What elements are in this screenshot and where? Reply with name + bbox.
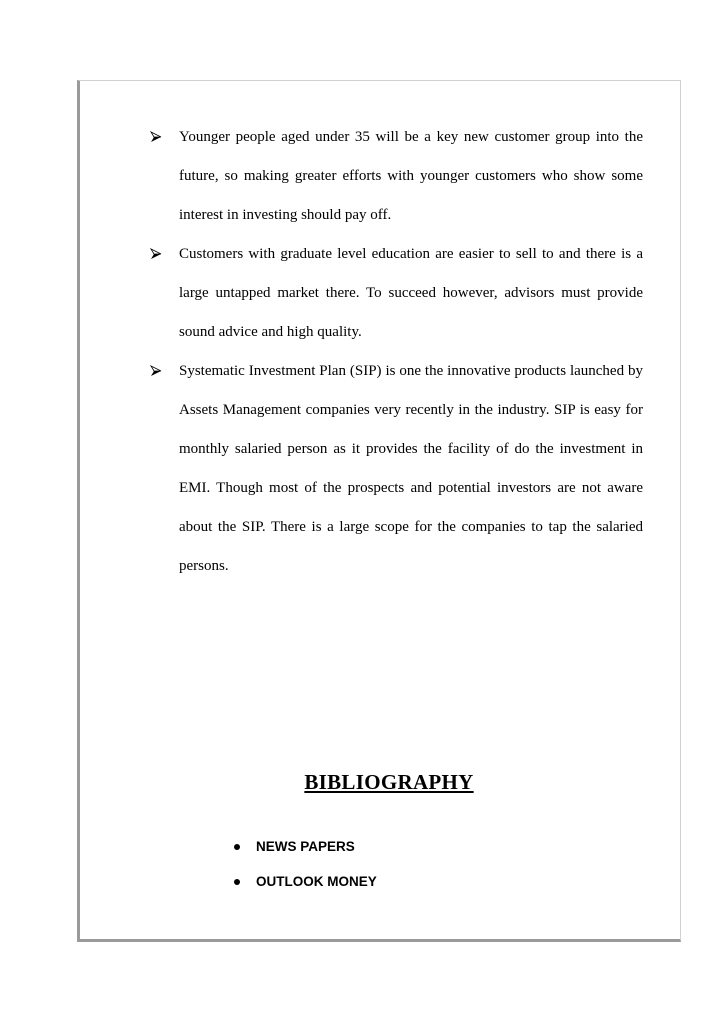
arrow-bullet-icon [150,365,162,377]
bullet-item [150,118,643,235]
bullet-item [150,352,643,586]
bullet-text: Systematic Investment Plan (SIP) is one the innovative products launched by Assets Management companies very recently in the industry. SIP is easy for monthly salaried person as it provides the facility of do the investment in EMI. Though most of the prospects and potential investors are not aware about the SIP. There is a large scope for the companies to tap the salaried persons. [179,363,643,574]
bullet-item [150,235,643,352]
bibliography-item-label: NEWS PAPERS [256,839,355,854]
arrow-bullet-icon [150,131,162,143]
bullet-text: Younger people aged under 35 will be a key new customer group into the future, so making greater efforts with younger customers who show some interest in investing should pay off. [179,129,643,223]
bibliography-item [230,871,377,906]
round-bullet-icon [234,879,240,885]
bibliography-item-label: OUTLOOK MONEY [256,874,377,889]
bibliography-item [230,836,377,871]
bibliography-heading: BIBLIOGRAPHY [304,770,474,794]
bibliography-list [230,836,377,906]
bullet-text: Customers with graduate level education are easier to sell to and there is a large untapped market there. To succeed however, advisors must provide sound advice and high quality. [179,246,643,340]
arrow-bullet-icon [150,248,162,260]
round-bullet-icon [234,844,240,850]
conclusion-bullet-list [150,118,643,586]
